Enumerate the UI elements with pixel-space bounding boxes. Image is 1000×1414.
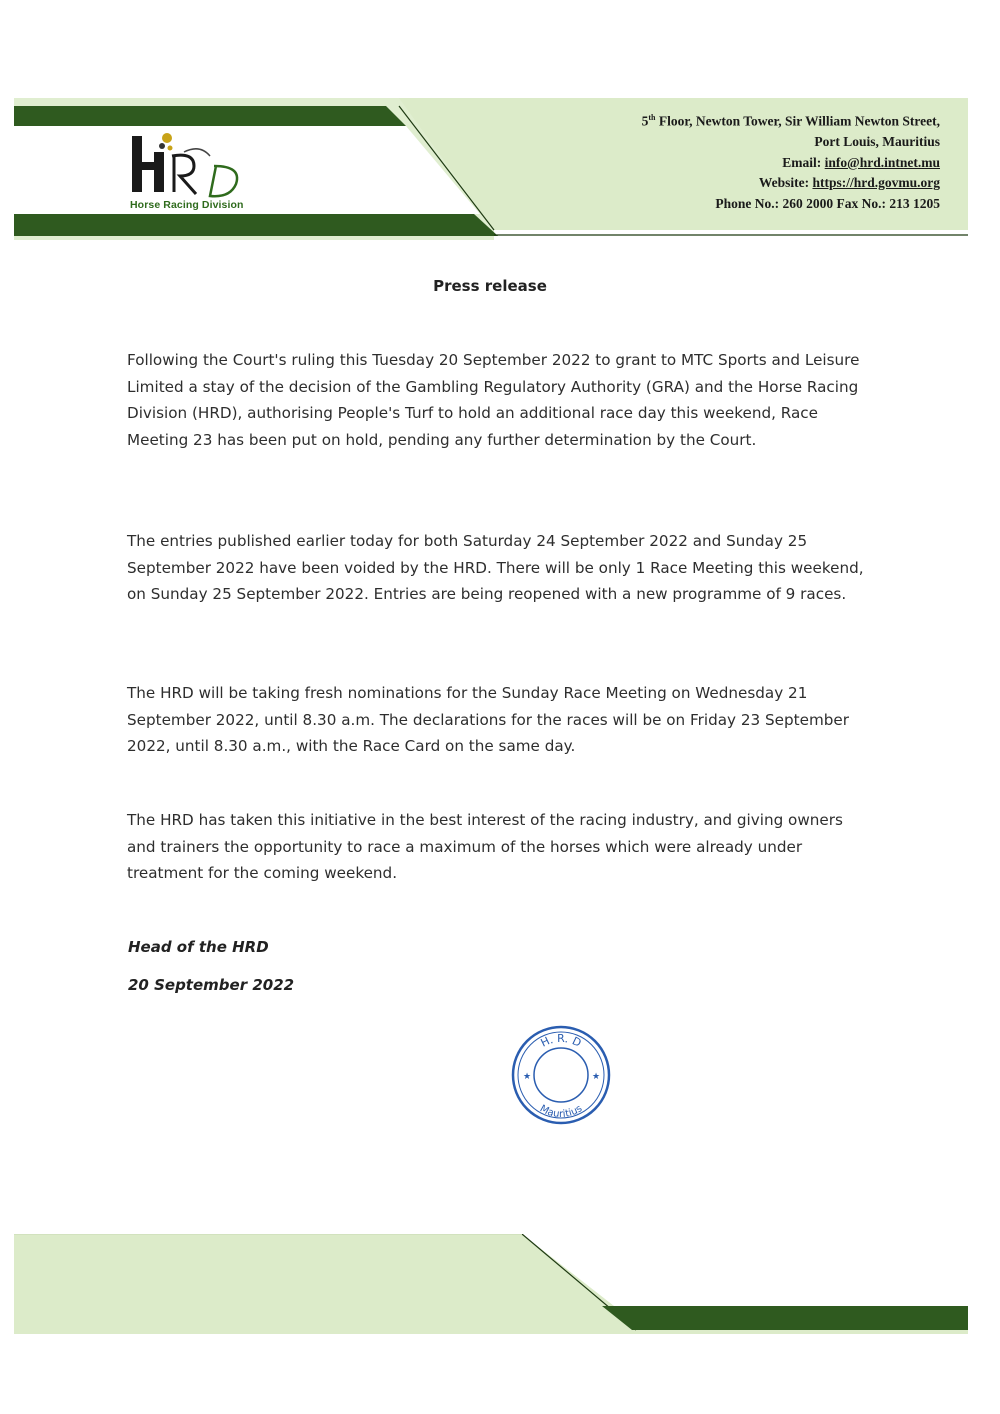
contact-block (642, 108, 940, 214)
official-stamp (510, 1024, 612, 1126)
paragraph: The entries published earlier today for both Saturday 24 September 2022 and Sunday 25 September 2022 have been voided by the HRD. There will be only 1 Race Meeting this weekend, on Sunday 25 September 2022. Entries are being reopened with a new programme of 9 races. (127, 532, 864, 603)
svg-text:H. R. D: H. R. D (538, 1031, 584, 1050)
paragraph: The HRD has taken this initiative in the best interest of the racing industry, and giving owners and trainers the opportunity to race a maximum of the horses which were already under treatment for the coming weekend. (127, 811, 843, 882)
svg-text:Mauritius: Mauritius (537, 1103, 585, 1121)
paragraph: Following the Court's ruling this Tuesday 20 September 2022 to grant to MTC Sports and Leisure Limited a stay of the decision of the Gambling Regulatory Authority (GRA) and the Horse Racing Division (HRD), authorising People's Turf to hold an additional race day this weekend, Race Meeting 23 has been put on hold, pending any further determination by the Court. (127, 351, 860, 449)
svg-text:★: ★ (592, 1072, 601, 1082)
address-line-2: Port Louis, Mauritius (814, 134, 940, 150)
website-line: Website: https://hrd.govmu.org (758, 175, 940, 191)
document-date: 20 September 2022 (128, 976, 295, 994)
address-line-1: 5th Floor, Newton Tower, Sir William Newton Street, (641, 113, 940, 129)
document-title: Press release (433, 277, 547, 295)
paragraph: The HRD will be taking fresh nominations for the Sunday Race Meeting on Wednesday 21 September 2022, until 8.30 a.m. The declarations for the races will be on Friday 23 September 2022, until 8.30 a.m., with the Race Card on the same day. (127, 684, 849, 755)
website-link[interactable]: https://hrd.govmu.org (812, 175, 940, 191)
email-link[interactable]: info@hrd.intnet.mu (824, 154, 940, 170)
svg-text:★: ★ (523, 1072, 532, 1082)
footer-band (14, 1234, 968, 1334)
phone-line: Phone No.: 260 2000 Fax No.: 213 1205 (715, 195, 940, 211)
email-line: Email: info@hrd.intnet.mu (782, 154, 940, 170)
letterhead (14, 98, 968, 240)
signatory: Head of the HRD (128, 938, 269, 956)
logo-caption: Horse Racing Division (130, 199, 244, 211)
